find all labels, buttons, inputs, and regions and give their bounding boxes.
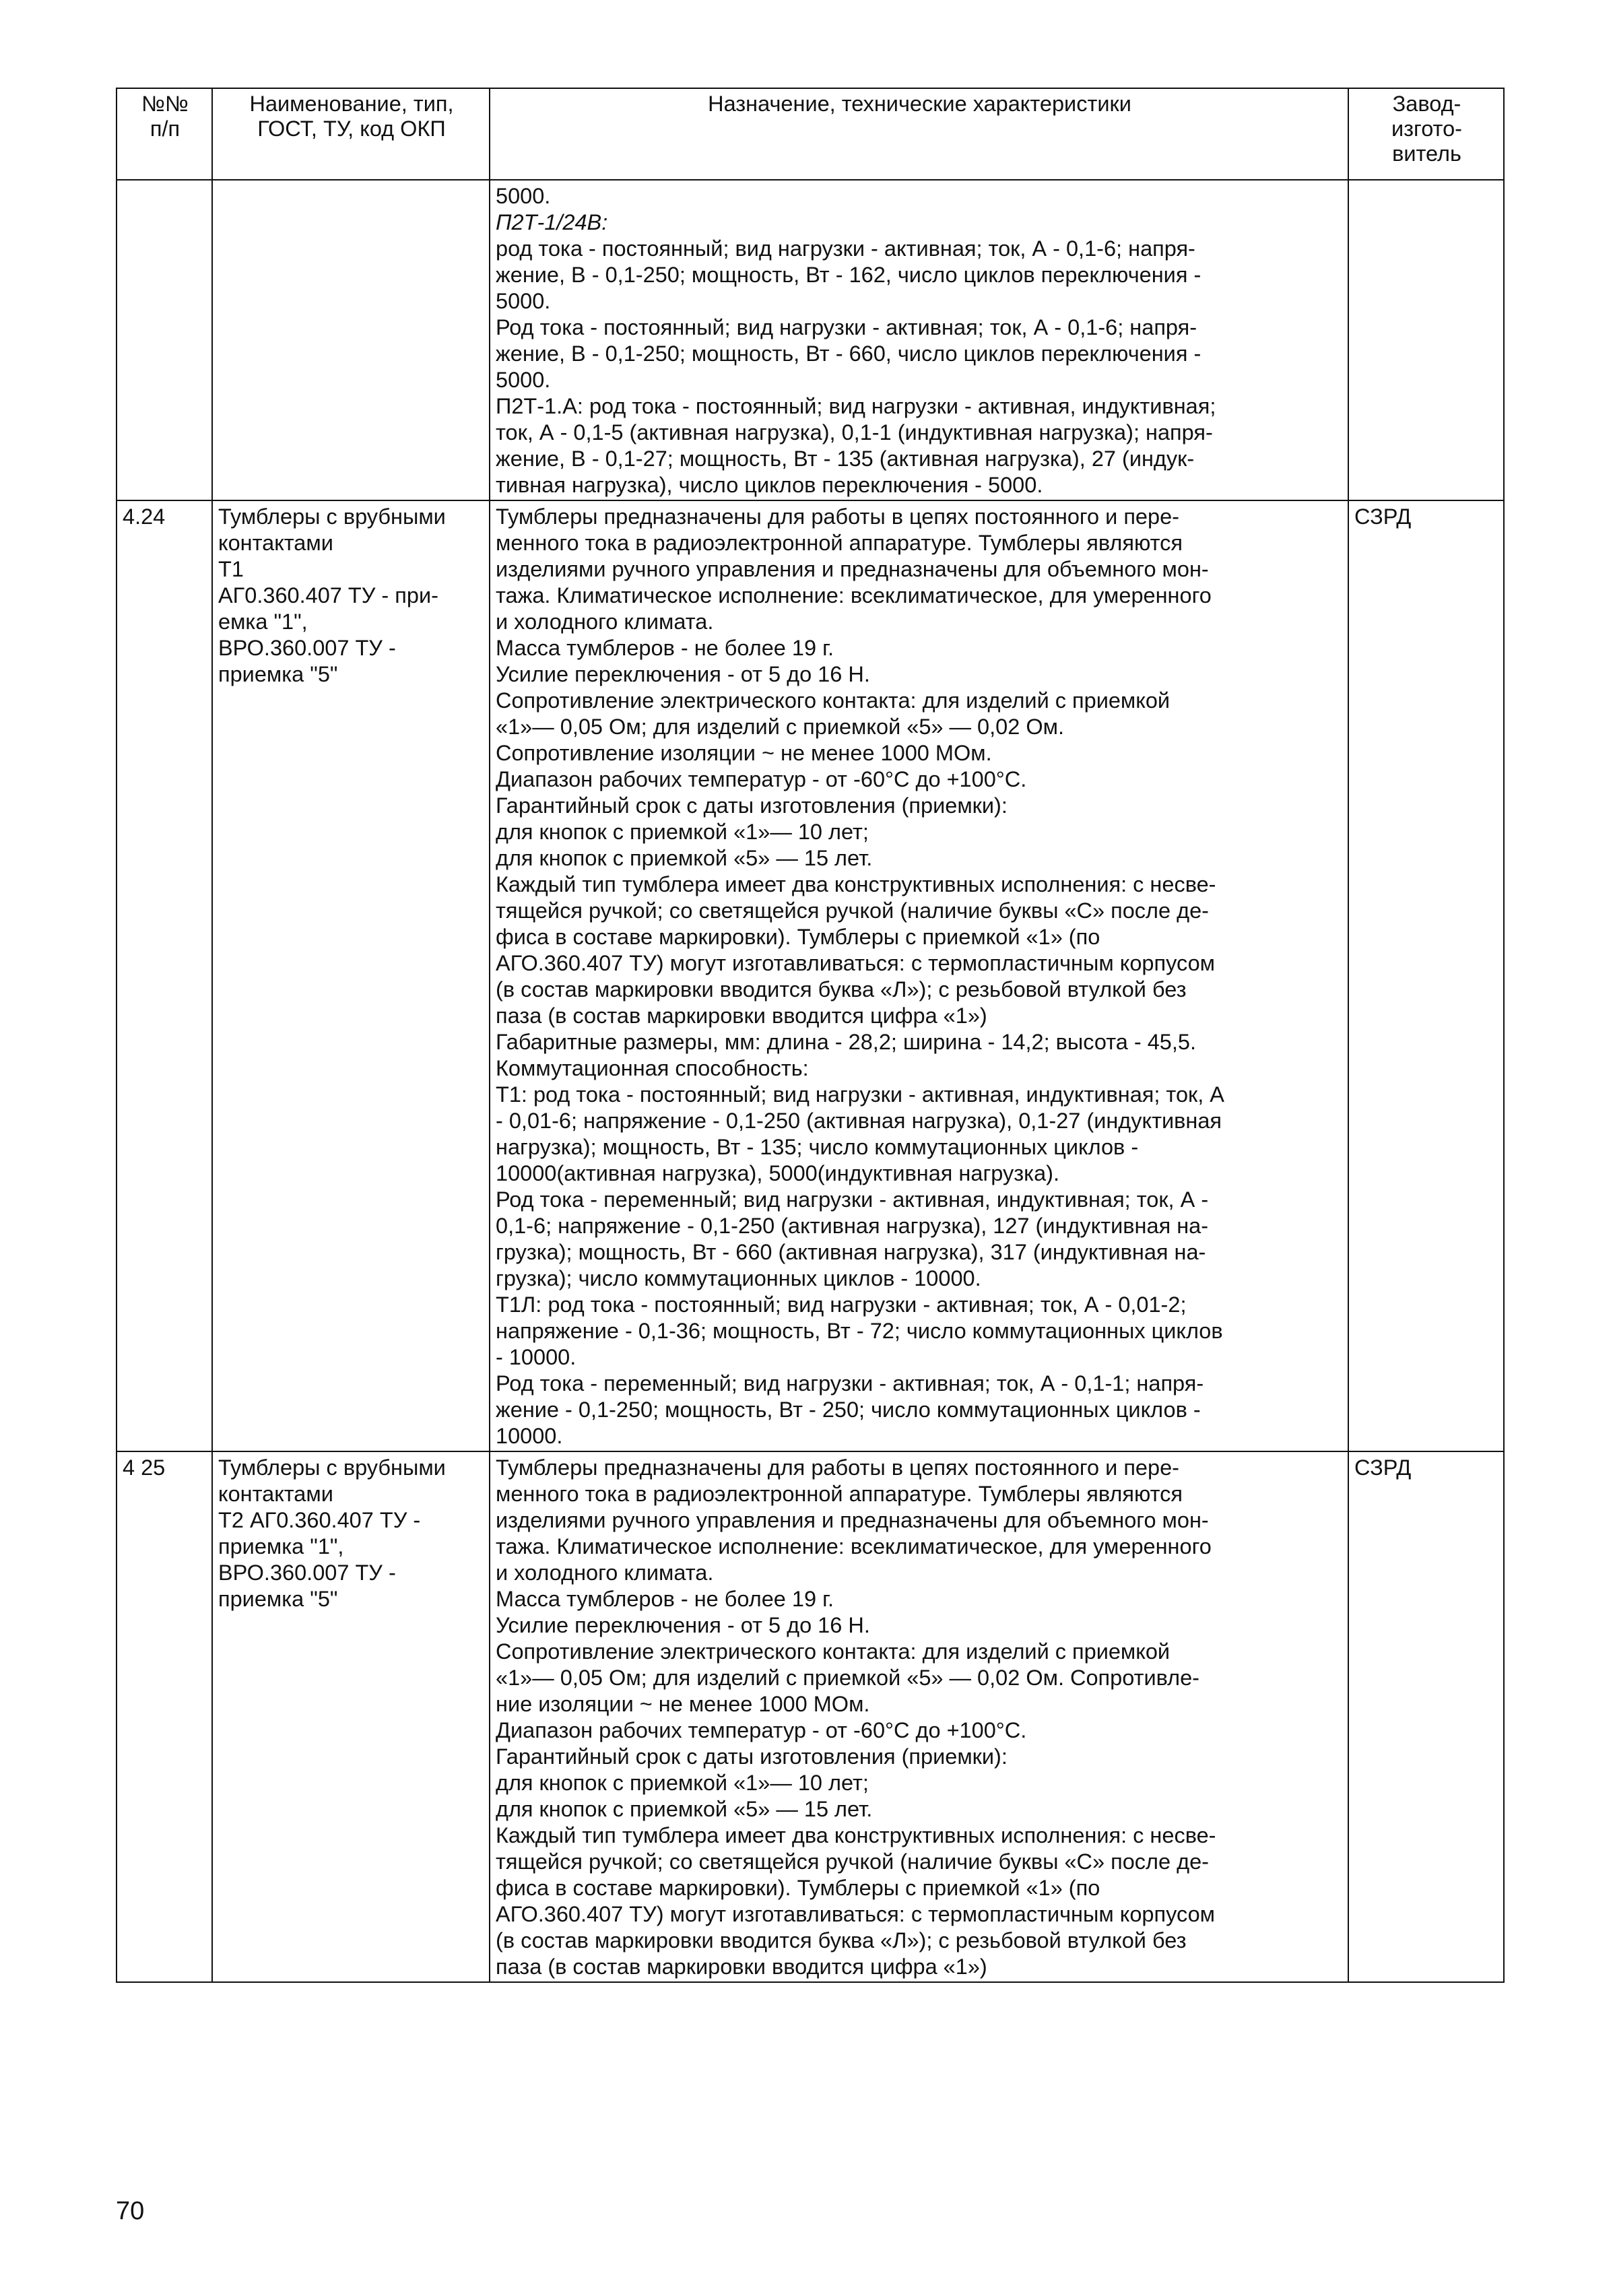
description-line: Род тока - переменный; вид нагрузки - активная; ток, А - 0,1-1; напря-: [496, 1371, 1204, 1396]
cell-manufacturer: [1348, 180, 1504, 500]
cell-number: 4.24: [117, 500, 212, 1451]
name-line: Т2 АГ0.360.407 ТУ -: [218, 1508, 421, 1532]
header-row: [117, 88, 1504, 180]
header-text: ГОСТ, ТУ, код ОКП: [257, 117, 446, 141]
description-line: жение, В - 0,1-250; мощность, Вт - 660, число циклов переключения -: [496, 341, 1201, 366]
cell-number: [117, 180, 212, 500]
description-line: Сопротивление изоляции ~ не менее 1000 МОм.: [496, 741, 992, 765]
description-line: Гарантийный срок с даты изготовления (приемки):: [496, 1744, 1008, 1769]
name-line: ВРО.360.007 ТУ -: [218, 1561, 396, 1585]
name-line: АГ0.360.407 ТУ - при-: [218, 583, 438, 608]
description-line: П2Т-1.А: род тока - постоянный; вид нагрузки - активная, индуктивная;: [496, 394, 1216, 418]
description-line: менного тока в радиоэлектронной аппаратуре. Тумблеры являются: [496, 531, 1183, 555]
name-line: приемка "1",: [218, 1534, 344, 1559]
description-line: 10000.: [496, 1424, 563, 1448]
description-line: Каждый тип тумблера имеет два конструктивных исполнения: с несве-: [496, 1823, 1216, 1847]
description-line: Масса тумблеров - не более 19 г.: [496, 636, 834, 660]
description-line: Тумблеры предназначены для работы в цепях постоянного и пере-: [496, 1455, 1179, 1480]
description-line: менного тока в радиоэлектронной аппаратуре. Тумблеры являются: [496, 1482, 1183, 1506]
header-text: п/п: [150, 117, 180, 141]
description-line: Диапазон рабочих температур - от -60°С до +100°С.: [496, 1718, 1027, 1742]
header-text: витель: [1392, 141, 1461, 166]
description-line: нагрузка); мощность, Вт - 135; число коммутационных циклов -: [496, 1135, 1139, 1159]
description-line: фиса в составе маркировки). Тумблеры с приемкой «1» (по: [496, 925, 1100, 949]
description-line: 0,1-6; напряжение - 0,1-250 (активная нагрузка), 127 (индуктивная на-: [496, 1214, 1209, 1238]
header-name: [212, 88, 490, 180]
description-block: [496, 1455, 1344, 1980]
description-line: для кнопок с приемкой «5» — 15 лет.: [496, 846, 873, 870]
description-line: «1»— 0,05 Ом; для изделий с приемкой «5» — 0,02 Ом.: [496, 715, 1064, 739]
cell-name: [212, 1451, 490, 1982]
description-line: тивная нагрузка), число циклов переключения - 5000.: [496, 473, 1043, 497]
description-line: Усилие переключения - от 5 до 16 Н.: [496, 662, 870, 686]
header-manufacturer: [1348, 88, 1504, 180]
cell-name: [212, 500, 490, 1451]
description-line: П2Т-1/24В:: [496, 210, 608, 234]
description-line: Диапазон рабочих температур - от -60°С до +100°С.: [496, 767, 1027, 791]
description-line: Сопротивление электрического контакта: для изделий с приемкой: [496, 688, 1171, 713]
description-line: Усилие переключения - от 5 до 16 Н.: [496, 1613, 870, 1637]
name-line: приемка "5": [218, 662, 338, 686]
description-line: Гарантийный срок с даты изготовления (приемки):: [496, 793, 1008, 818]
description-block: [496, 504, 1344, 1449]
description-line: грузка); мощность, Вт - 660 (активная нагрузка), 317 (индуктивная на-: [496, 1240, 1206, 1264]
description-line: 5000.: [496, 368, 551, 392]
description-line: «1»— 0,05 Ом; для изделий с приемкой «5» — 0,02 Ом. Сопротивле-: [496, 1666, 1199, 1690]
description-line: для кнопок с приемкой «1»— 10 лет;: [496, 1771, 869, 1795]
description-line: тажа. Климатическое исполнение: всеклиматическое, для умеренного: [496, 583, 1212, 608]
table-row-4-25: [117, 1451, 1504, 1982]
description-line: 10000(активная нагрузка), 5000(индуктивная нагрузка).: [496, 1161, 1060, 1185]
name-block: [218, 504, 485, 688]
description-line: тажа. Климатическое исполнение: всеклиматическое, для умеренного: [496, 1534, 1212, 1559]
header-text: Завод-: [1392, 92, 1461, 116]
description-line: Габаритные размеры, мм: длина - 28,2; ширина - 14,2; высота - 45,5.: [496, 1030, 1196, 1054]
header-text: Назначение, технические характеристики: [708, 92, 1131, 116]
description-line: жение - 0,1-250; мощность, Вт - 250; число коммутационных циклов -: [496, 1398, 1201, 1422]
table-row-continued: [117, 180, 1504, 500]
name-line: Т1: [218, 557, 244, 581]
description-block: [496, 183, 1344, 498]
description-line: тящейся ручкой; со светящейся ручкой (наличие буквы «С» после де-: [496, 1849, 1209, 1874]
description-line: - 10000.: [496, 1345, 576, 1369]
description-line: Род тока - переменный; вид нагрузки - активная, индуктивная; ток, А -: [496, 1187, 1209, 1212]
header-text: Наименование, тип,: [249, 92, 454, 116]
description-line: Масса тумблеров - не более 19 г.: [496, 1587, 834, 1611]
description-line: 5000.: [496, 289, 551, 313]
header-description: [490, 88, 1348, 180]
cell-description: [490, 500, 1348, 1451]
description-line: для кнопок с приемкой «5» — 15 лет.: [496, 1797, 873, 1821]
description-line: для кнопок с приемкой «1»— 10 лет;: [496, 820, 869, 844]
description-line: - 0,01-6; напряжение - 0,1-250 (активная нагрузка), 0,1-27 (индуктивная: [496, 1109, 1222, 1133]
description-line: ние изоляции ~ не менее 1000 МОм.: [496, 1692, 870, 1716]
description-line: (в состав маркировки вводится буква «Л»); с резьбовой втулкой без: [496, 977, 1187, 1002]
name-line: Тумблеры с врубными: [218, 1455, 446, 1480]
name-line: Тумблеры с врубными: [218, 504, 446, 529]
description-line: грузка); число коммутационных циклов - 10000.: [496, 1266, 981, 1290]
description-line: напряжение - 0,1-36; мощность, Вт - 72; число коммутационных циклов: [496, 1319, 1223, 1343]
description-line: Коммутационная способность:: [496, 1056, 809, 1080]
name-line: приемка "5": [218, 1587, 338, 1611]
description-line: 5000.: [496, 184, 551, 208]
page-number: 70: [116, 2197, 145, 2225]
header-number: [117, 88, 212, 180]
cell-number: 4 25: [117, 1451, 212, 1982]
description-line: и холодного климата.: [496, 610, 714, 634]
description-line: АГО.360.407 ТУ) могут изготавливаться: с термопластичным корпусом: [496, 1902, 1215, 1926]
description-line: (в состав маркировки вводится буква «Л»); с резьбовой втулкой без: [496, 1928, 1187, 1953]
description-line: тящейся ручкой; со светящейся ручкой (наличие буквы «С» после де-: [496, 898, 1209, 923]
name-line: контактами: [218, 531, 333, 555]
description-line: изделиями ручного управления и предназначены для объемного мон-: [496, 557, 1209, 581]
description-line: паза (в состав маркировки вводится цифра «1»): [496, 1004, 987, 1028]
description-line: фиса в составе маркировки). Тумблеры с приемкой «1» (по: [496, 1876, 1100, 1900]
table-row-4-24: [117, 500, 1504, 1451]
cell-manufacturer: СЗРД: [1348, 500, 1504, 1451]
cell-name: [212, 180, 490, 500]
description-line: Род тока - постоянный; вид нагрузки - активная; ток, А - 0,1-6; напря-: [496, 315, 1197, 339]
description-line: жение, В - 0,1-250; мощность, Вт - 162, число циклов переключения -: [496, 263, 1201, 287]
description-line: Т1: род тока - постоянный; вид нагрузки - активная, индуктивная; ток, А: [496, 1082, 1224, 1107]
description-line: Каждый тип тумблера имеет два конструктивных исполнения: с несве-: [496, 872, 1216, 896]
description-line: паза (в состав маркировки вводится цифра «1»): [496, 1955, 987, 1979]
description-line: АГО.360.407 ТУ) могут изготавливаться: с термопластичным корпусом: [496, 951, 1215, 975]
description-line: Тумблеры предназначены для работы в цепях постоянного и пере-: [496, 504, 1179, 529]
description-line: и холодного климата.: [496, 1561, 714, 1585]
description-line: Т1Л: род тока - постоянный; вид нагрузки - активная; ток, А - 0,01-2;: [496, 1292, 1187, 1317]
description-line: род тока - постоянный; вид нагрузки - активная; ток, А - 0,1-6; напря-: [496, 236, 1195, 261]
name-line: ВРО.360.007 ТУ -: [218, 636, 396, 660]
cell-description: [490, 1451, 1348, 1982]
spec-table: [116, 88, 1505, 1983]
cell-manufacturer: СЗРД: [1348, 1451, 1504, 1982]
description-line: изделиями ручного управления и предназначены для объемного мон-: [496, 1508, 1209, 1532]
header-text: №№: [141, 92, 189, 116]
header-text: изгото-: [1391, 117, 1462, 141]
description-line: жение, В - 0,1-27; мощность, Вт - 135 (активная нагрузка), 27 (индук-: [496, 447, 1195, 471]
cell-description: [490, 180, 1348, 500]
name-line: контактами: [218, 1482, 333, 1506]
description-line: ток, А - 0,1-5 (активная нагрузка), 0,1-1 (индуктивная нагрузка); напря-: [496, 420, 1213, 445]
name-block: [218, 1455, 485, 1612]
description-line: Сопротивление электрического контакта: для изделий с приемкой: [496, 1639, 1171, 1664]
name-line: емка "1",: [218, 610, 308, 634]
